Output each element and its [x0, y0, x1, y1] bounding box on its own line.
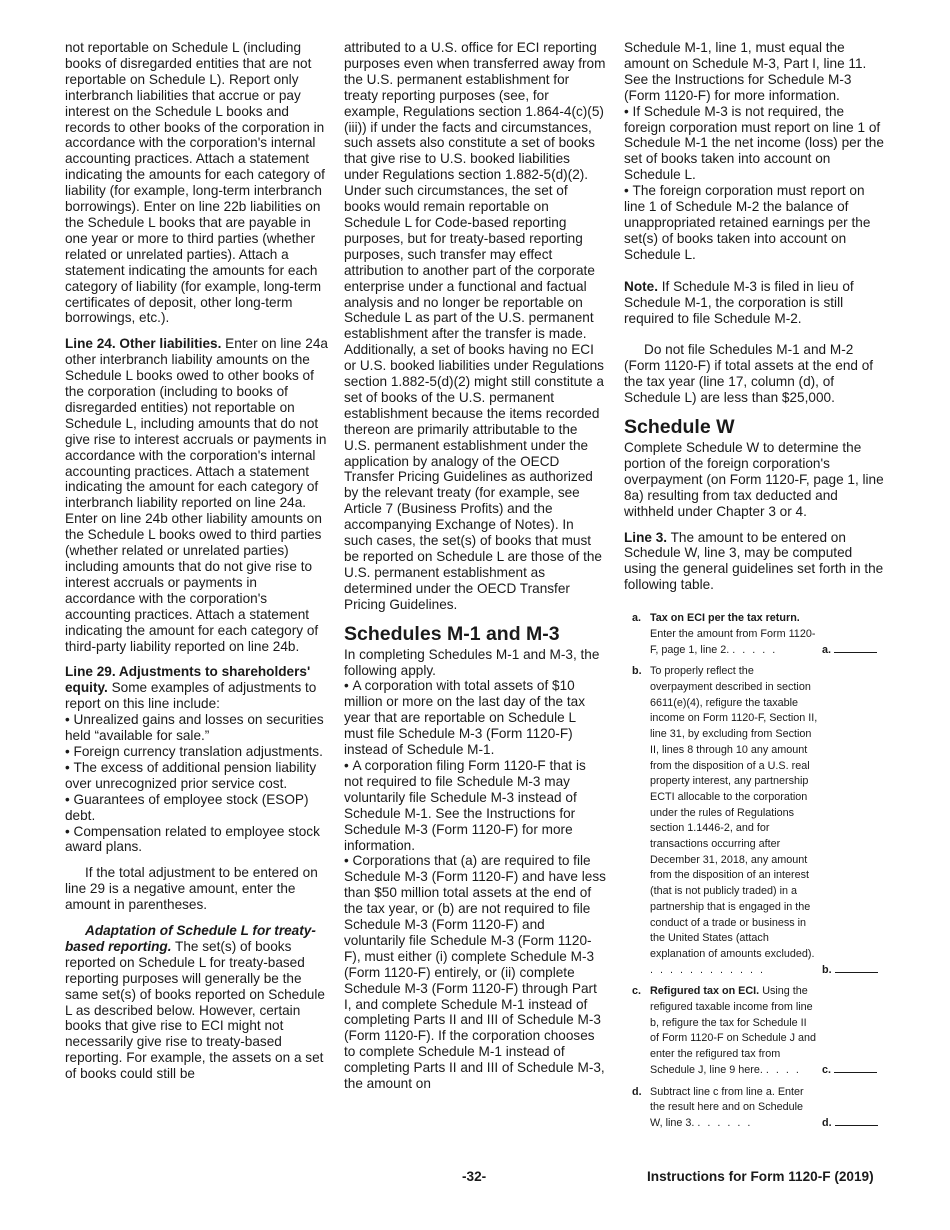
paragraph-note [624, 279, 886, 327]
column-2 [344, 40, 606, 1092]
row-text: Enter the amount from Form 1120-F, page 1, line 2. [650, 627, 816, 656]
paragraph-negative-note: If the total adjustment to be entered on line 29 is a negative amount, enter the amount in parentheses. [65, 865, 318, 913]
list-item: • The excess of additional pension liability over unrecognized prior service cost. [65, 760, 330, 792]
list-item: • Foreign currency translation adjustments. [65, 744, 330, 760]
list-item: • If Schedule M-3 is not required, the foreign corporation must report on line 1 of Schedule M-1 the net income (loss) per the set of books taken into account on Schedule L. [624, 104, 886, 184]
paragraph-line-24 [65, 336, 330, 654]
line-29-text: Some examples of adjustments to report on this line include: [65, 680, 317, 712]
row-letter: b. [632, 665, 642, 678]
amount-input-line[interactable] [834, 1061, 877, 1073]
list-item: • Corporations that (a) are required to file Schedule M-3 (Form 1120-F) and have less than $50 million total assets at the end of the tax year, or (b) are not required to file Schedule M-3 (Form 1120-F) and voluntarily file Schedule M-3 (Form 1120-F), must either (i) complete Schedule M-3 (Form 1120-F) entirely, or (ii) complete Schedule M-3 (Form 1120-F) through Part I, and complete Schedule M-1 instead of completing Parts II and III of Schedule M-3 (Form 1120-F). If the corporation chooses to complete Schedule M-1 instead of completing Parts II and III of Schedule M-3, the amount on [344, 853, 606, 1092]
amount-input-line[interactable] [834, 641, 877, 653]
form-title: Instructions for Form 1120-F (2019) [647, 1169, 874, 1184]
paragraph-line-3 [624, 530, 886, 594]
row-text: Using the refigured taxable income from line b, refigure the tax for Schedule II of Form 1120-F on Schedule J and enter the refigured tax from Schedule J, line 9 here. [650, 985, 817, 1076]
table-row [624, 611, 886, 658]
list-item: • Unrealized gains and losses on securities held “available for sale.” [65, 712, 330, 744]
list-item: • Compensation related to employee stock award plans. [65, 824, 330, 856]
paragraph-eci-continued: attributed to a U.S. office for ECI reporting purposes even when transferred away from the U.S. permanent establishment for treaty reporting purposes (see, for example, Regulations section 1.864-4(c)(5)(iii)) if under the facts and circumstances, such assets also constitute a set of books that give rise to U.S. booked liabilities under Regulations section 1.882-5(d)(2). Under such circumstances, the set of books would remain reportable on Schedule L for Code-based reporting purposes, but for treaty-based reporting purposes, such transfer may effect attribution to another part of the corporate enterprise under a functional and factual analysis and no longer be reportable on Schedule L as part of the U.S. permanent establishment after the transfer is made. Additionally, a set of books having no ECI or U.S. booked liabilities under Regulations section 1.882-5(d)(2) might still constitute a set of books of the U.S. permanent establishment because the items recorded thereon are primarily attributable to the U.S. permanent establishment under the application by analogy of the OECD Transfer Pricing Guidelines as authorized by the relevant treaty (for example, see Article 7 (Business Profits) and the accompanying Exchange of Notes). In such cases, the set(s) of books that must be reported on Schedule L are those of the U.S. permanent establishment as determined under the OECD Transfer Pricing Guidelines. [344, 40, 606, 612]
leader-dots: . . . . . . [697, 1116, 753, 1129]
leader-dots: . . . . [765, 1063, 801, 1076]
paragraph-line-29 [65, 664, 330, 712]
line-3-text: The amount to be entered on Schedule W, line 3, may be computed using the general guidelines set forth in the following table. [624, 529, 884, 593]
line-29-heading: Line 29. Adjustments to shareholders' equity. [65, 664, 311, 696]
row-letter: a. [632, 612, 642, 625]
leader-dots: . . . . . . . . . . . . [650, 963, 765, 976]
schedule-w-heading: Schedule W [624, 416, 735, 439]
paragraph-adaptation [65, 923, 330, 1082]
amount-input-line[interactable] [835, 1114, 878, 1126]
adaptation-heading: Adaptation of Schedule L for treaty-based reporting. [65, 923, 316, 954]
row-title: Refigured tax on ECI. [650, 985, 760, 998]
line-3-heading: Line 3. [624, 529, 668, 545]
row-text: To properly reflect the overpayment described in section 6611(e)(4), refigure the taxable income on Form 1120-F, Section II, line 31, by excluding from Section II, lines 8 through 10 any amount from the disposition of a U.S. real property interest, any partnership ECTI allocable to the corporation under the rules of Regulations section 1.1446-2, and for transactions occurring after December 31, 2018, any amount from the disposition of an interest (that is not publicly traded) in a partnership that is engaged in the conduct of a trade or business in the United States (attach explanation of amounts excluded). [650, 665, 818, 960]
paragraph-schedule-w: Complete Schedule W to determine the portion of the foreign corporation's overpayment (on Form 1120-F, page 1, line 8a) resulting from tax deducted and withheld under Chapter 3 or 4. [624, 440, 884, 519]
field-label: a. [822, 643, 832, 656]
note-label: Note. [624, 278, 658, 294]
schedule-w-line-3-table [624, 611, 886, 1132]
leader-dots: . . . . . [732, 643, 778, 656]
paragraph-schedule-l-continued: not reportable on Schedule L (including books of disregarded entities that are not reportable on Schedule L). Report only interbranch liabilities that accrue or pay interest on the Schedule L books and records to other books of the corporation in accordance with the corporation's internal accounting practices. Attach a statement indicating the amounts for each category of liability (for example, long-term interbranch borrowings). Enter on line 22b liabilities on the Schedule L books that are payable in one year or more to third parties (whether related or unrelated parties). Attach a statement indicating the amounts for each category of liability (for example, long-term certificates of deposit, other long-term borrowings, etc.). [65, 40, 325, 326]
field-label: b. [822, 963, 832, 976]
list-item: • A corporation filing Form 1120-F that is not required to file Schedule M-3 may voluntarily file Schedule M-3 instead of Schedule M-1. See the Instructions for Schedule M-3 (Form 1120-F) for more information. [344, 758, 606, 853]
adaptation-text: The set(s) of books reported on Schedule L for treaty-based reporting purposes will generally be the same set(s) of books reported on Schedule L as described below. However, certain books that give rise to ECI might not necessarily give rise to treaty-based reporting. For example, the assets on a set of books could still be [65, 938, 325, 1082]
amount-input-line[interactable] [835, 961, 878, 973]
paragraph-m1-m2-threshold: Do not file Schedules M-1 and M-2 (Form 1120-F) if total assets at the end of the tax year (line 17, column (d), of Schedule L) are less than $25,000. [624, 342, 874, 406]
line-24-heading: Line 24. Other liabilities. [65, 336, 222, 352]
row-title: Tax on ECI per the tax return. [650, 612, 800, 625]
schedules-m1-m3-intro: In completing Schedules M-1 and M-3, the following apply. [344, 646, 600, 678]
list-item: • A corporation with total assets of $10 million or more on the last day of the tax year that are reportable on Schedule L must file Schedule M-3 (Form 1120-F) instead of Schedule M-1. [344, 678, 606, 758]
table-row [624, 1085, 886, 1132]
line-24-text: Enter on line 24a other interbranch liability amounts on the Schedule L books owed to other books of the corporation (including to books of disregarded entities) not reportable on Schedule L, including amounts that do not give rise to interest accruals or payments in accordance with the corporation's internal accounting practices. Attach a statement indicating the amount for each category of interbranch liability reported on line 24a. Enter on line 24b other liability amounts on the Schedule L books owed to third parties (whether related or unrelated parties) including amounts that do not give rise to interest accruals or payments in accordance with the corporation's accounting practices. Attach a statement indicating the amount for each category of third-party liability reported on line 24b. [65, 336, 328, 654]
column-3 [624, 40, 886, 1138]
column-1 [65, 40, 330, 1092]
field-label: d. [822, 1116, 832, 1129]
list-item: • Guarantees of employee stock (ESOP) debt. [65, 792, 330, 824]
note-text: If Schedule M-3 is filed in lieu of Schedule M-1, the corporation is still required to file Schedule M-2. [624, 278, 854, 326]
paragraph-m1-continued: Schedule M-1, line 1, must equal the amount on Schedule M-3, Part I, line 11. See the Instructions for Schedule M-3 (Form 1120-F) for more information. [624, 40, 867, 103]
page-number: -32- [462, 1169, 487, 1184]
schedules-m1-m3-heading: Schedules M-1 and M-3 [344, 622, 560, 645]
row-text: Subtract line c from line a. Enter the result here and on Schedule W, line 3. [650, 1085, 804, 1129]
table-row [624, 984, 886, 1078]
row-letter: d. [632, 1085, 642, 1098]
row-letter: c. [632, 985, 642, 998]
list-item: • The foreign corporation must report on line 1 of Schedule M-2 the balance of unappropriated retained earnings per the set(s) of books taken into account on Schedule L. [624, 183, 886, 263]
field-label: c. [822, 1063, 832, 1076]
table-row [624, 664, 886, 978]
